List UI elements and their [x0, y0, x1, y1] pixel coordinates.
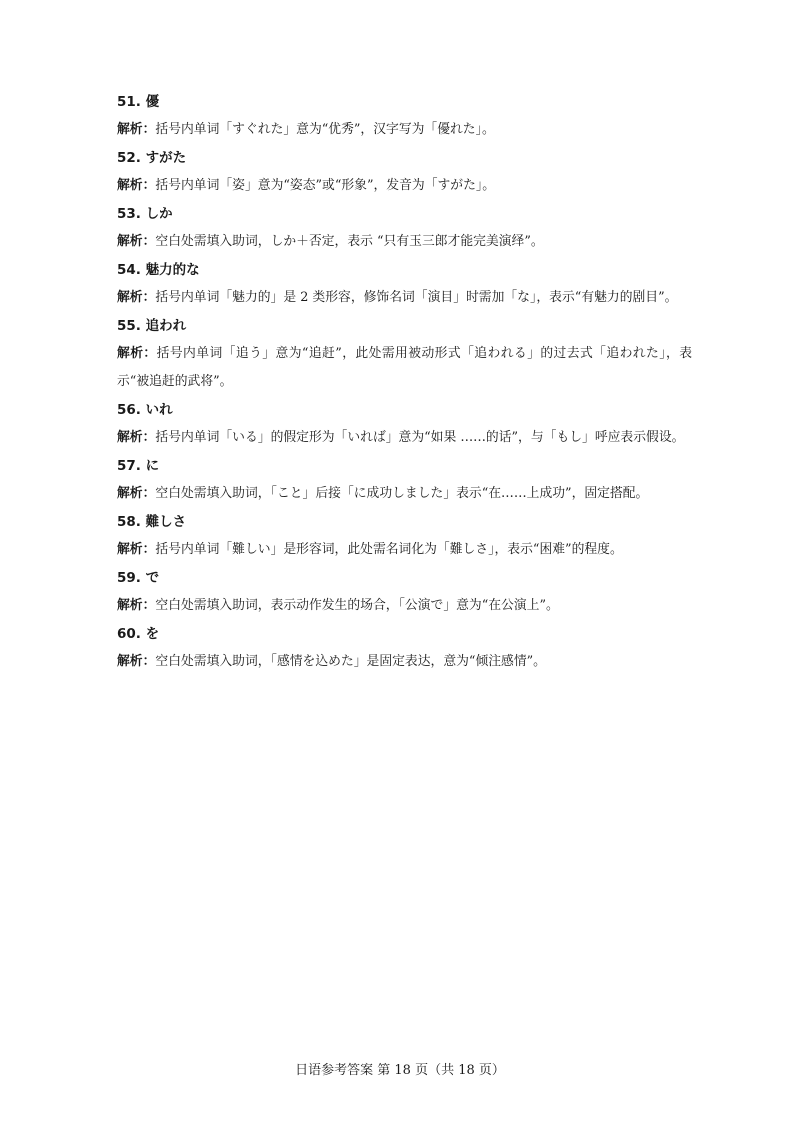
answer-item-51 [117, 88, 692, 144]
analysis-text: 空白处需填入助词，「こと」后接「に成功しました」表示“在……上成功”，固定搭配。 [155, 486, 649, 501]
answer-title: 55. 追われ [117, 318, 187, 334]
answer-title: 52. すがた [117, 150, 187, 166]
answer-title: 56. いれ [117, 402, 173, 418]
page-footer: 日语参考答案 第 18 页（共 18 页） [295, 1063, 505, 1078]
analysis-label: 解析： [117, 598, 156, 613]
analysis-text: 空白处需填入助词，表示动作发生的场合，「公演で」意为“在公演上”。 [155, 598, 559, 613]
analysis-text: 括号内单词「いる」的假定形为「いれば」意为“如果 ……的话”，与「もし」呼应表示假设。 [155, 430, 685, 445]
answer-item-59 [117, 564, 692, 620]
analysis-label: 解析： [117, 654, 156, 669]
answer-analysis [117, 172, 692, 200]
analysis-text: 括号内单词「追う」意为“追赶”，此处需用被动形式「追われる」的过去式「追われた」，表示“被追赶的武将”。 [117, 346, 693, 389]
analysis-label: 解析： [117, 486, 156, 501]
answer-item-56 [117, 396, 692, 452]
answer-list [117, 88, 692, 676]
answer-analysis [117, 424, 692, 452]
answer-item-55 [117, 312, 692, 396]
answer-analysis [117, 592, 692, 620]
answer-item-60 [117, 620, 692, 676]
analysis-label: 解析： [117, 542, 156, 557]
answer-analysis [117, 116, 692, 144]
answer-item-54 [117, 256, 692, 312]
answer-title: 57. に [117, 458, 160, 474]
answer-title: 59. で [117, 570, 160, 586]
analysis-text: 括号内单词「すぐれた」意为“优秀”，汉字写为「優れた」。 [155, 122, 495, 137]
answer-title: 53. しか [117, 206, 173, 222]
answer-title: 51. 優 [117, 94, 160, 110]
analysis-label: 解析： [117, 430, 156, 445]
answer-item-57 [117, 452, 692, 508]
answer-title: 58. 難しさ [117, 514, 187, 530]
answer-analysis [117, 228, 692, 256]
analysis-text: 空白处需填入助词，しか＋否定，表示 “只有玉三郎才能完美演绎”。 [155, 234, 544, 249]
answer-title: 54. 魅力的な [117, 262, 200, 278]
analysis-text: 括号内单词「魅力的」是 2 类形容，修饰名词「演目」时需加「な」，表示“有魅力的剧目”。 [155, 290, 678, 305]
answer-analysis [117, 648, 692, 676]
answer-title: 60. を [117, 626, 160, 642]
answer-analysis [117, 340, 692, 396]
answer-item-53 [117, 200, 692, 256]
analysis-label: 解析： [117, 290, 156, 305]
answer-analysis [117, 536, 692, 564]
analysis-label: 解析： [117, 234, 156, 249]
answer-analysis [117, 480, 692, 508]
analysis-text: 括号内单词「姿」意为“姿态”或“形象”，发音为「すがた」。 [155, 178, 496, 193]
answer-item-58 [117, 508, 692, 564]
answer-item-52 [117, 144, 692, 200]
analysis-label: 解析： [117, 122, 156, 137]
answer-analysis [117, 284, 692, 312]
analysis-label: 解析： [117, 346, 157, 361]
analysis-text: 括号内单词「難しい」是形容词，此处需名词化为「難しさ」，表示“困难”的程度。 [155, 542, 623, 557]
analysis-text: 空白处需填入助词，「感情を込めた」是固定表达，意为“倾注感情”。 [155, 654, 546, 669]
analysis-label: 解析： [117, 178, 156, 193]
